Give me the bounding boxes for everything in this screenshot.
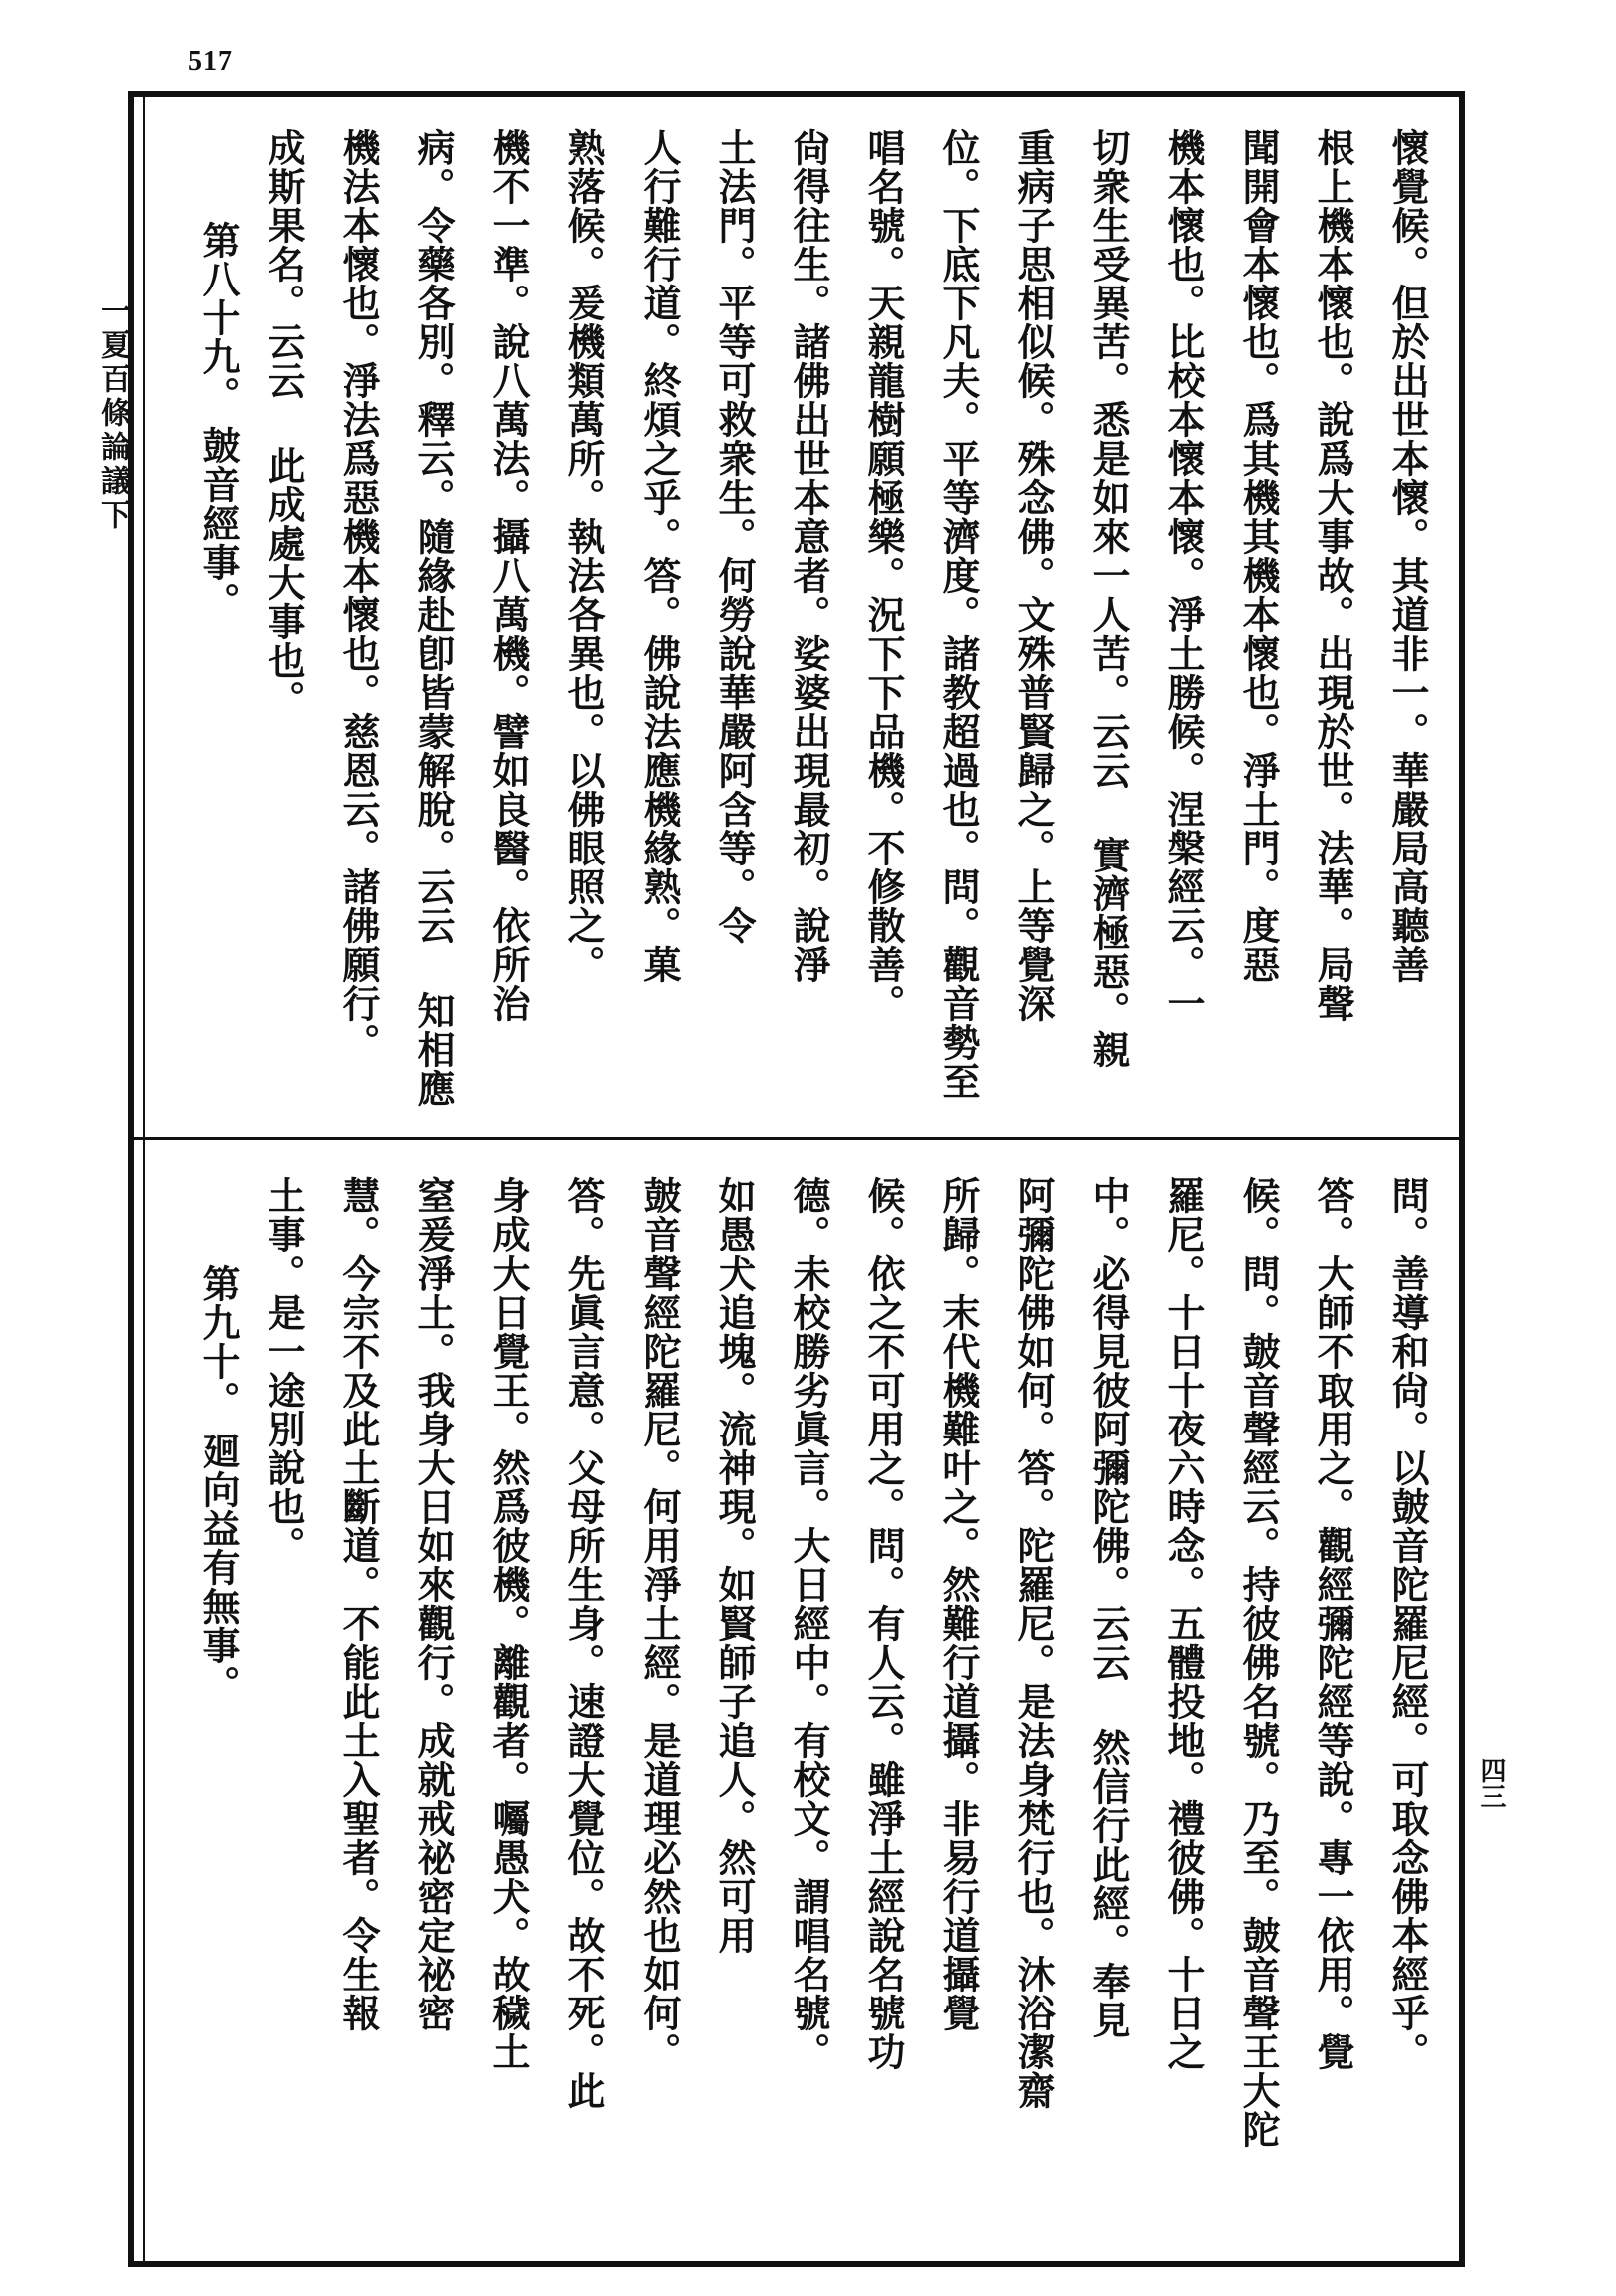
lower-text-column: 土事。是一途別說也。 [262, 1176, 306, 1565]
lower-text-column: 候。依之不可用之。問。有人云。雖淨土經說名號功 [861, 1176, 906, 2071]
upper-text-column: 唱名號。天親龍樹願極樂。況下下品機。不修散善。 [861, 128, 906, 1023]
upper-text-column: 土法門。平等可救衆生。何勞說華嚴阿含等。令 [712, 128, 757, 945]
lower-text-column: 所歸。末代機難叶之。然難行道攝。非易行道攝覺 [936, 1176, 981, 2032]
upper-text-column: 成斯果名。云云 此成處大事也。 [262, 128, 306, 719]
upper-text-column: 重病子思相似候。殊念佛。文殊普賢歸之。上等覺深 [1011, 128, 1056, 1023]
lower-text-column: 慧。今宗不及此土斷道。不能此土入聖者。令生報 [336, 1176, 381, 2032]
upper-text-column: 位。下底下凡夫。平等濟度。諸教超過也。問。觀音勢至 [936, 128, 981, 1101]
lower-text-column: 問。善導和尙。以皷音陀羅尼經。可取念佛本經乎。 [1385, 1176, 1430, 2071]
lower-text-column: 身成大日覺王。然爲彼機。離觀者。囑愚犬。故穢土 [486, 1176, 531, 2071]
lower-text-column: 皷音聲經陀羅尼。何用淨土經。是道理必然也如何。 [637, 1176, 682, 2071]
page-number: 517 [188, 46, 233, 77]
lower-text-column: 如愚犬追塊。流神現。如賢師子追人。然可用 [712, 1176, 757, 1955]
lower-text-column: 候。問。皷音聲經云。持彼佛名號。乃至。皷音聲王大陀 [1236, 1176, 1281, 2149]
upper-text-column: 尙得往生。諸佛出世本意者。娑婆出現最初。說淨 [787, 128, 831, 984]
lower-text-column: 德。未校勝劣眞言。大日經中。有校文。謂唱名號。 [787, 1176, 831, 2071]
upper-text-column: 熟落候。爰機類萬所。執法各異也。以佛眼照之。 [561, 128, 606, 984]
upper-text-column: 切衆生受異苦。悉是如來一人苦。云云 實濟極惡。親 [1086, 128, 1131, 1069]
section-heading-title: 廻向益有無事。 [196, 1432, 241, 1704]
upper-text-column: 懷覺候。但於出世本懷。其道非一。華嚴局高聽善 [1385, 128, 1430, 984]
folio-number: 四三 [1476, 1757, 1506, 1809]
upper-text-column: 人行難行道。終煩之乎。答。佛說法應機緣熟。菓 [637, 128, 682, 984]
section-heading-number: 第九十。 [196, 1264, 241, 1420]
lower-text-column: 答。先眞言意。父母所生身。速證大覺位。故不死。此 [561, 1176, 606, 2110]
lower-text-column: 中。必得見彼阿彌陀佛。云云 然信行此經。奉見 [1086, 1176, 1131, 2039]
lower-text-column: 答。大師不取用之。觀經彌陀經等說。專一依用。覺 [1311, 1176, 1355, 2071]
section-heading-number: 第八十九。 [196, 221, 241, 415]
upper-text-column: 機不一準。說八萬法。攝八萬機。譬如良醫。依所治 [486, 128, 531, 1023]
frame-inner-rule [143, 97, 145, 2261]
upper-text-column: 根上機本懷也。說爲大事故。出現於世。法華。局聲 [1311, 128, 1355, 1023]
section-heading-title: 皷音經事。 [196, 426, 241, 621]
margin-book-title: 一夏百條論議下 [95, 295, 130, 533]
section-divider [134, 1137, 1459, 1140]
lower-text-column: 羅尼。十日十夜六時念。五體投地。禮彼佛。十日之 [1161, 1176, 1206, 2071]
upper-text-column: 機法本懷也。淨法爲惡機本懷也。慈恩云。諸佛願行。 [336, 128, 381, 1062]
lower-text-column: 阿彌陀佛如何。答。陀羅尼。是法身梵行也。沐浴潔齋 [1011, 1176, 1056, 2110]
upper-text-column: 聞開會本懷也。爲其機其機本懷也。淨土門。度惡 [1236, 128, 1281, 984]
upper-text-column: 病。令藥各別。釋云。隨緣赴卽皆蒙解脫。云云 知相應 [411, 128, 456, 1108]
lower-text-column: 窒爰淨土。我身大日如來觀行。成就戒祕密定祕密 [411, 1176, 456, 2032]
upper-text-column: 機本懷也。比校本懷本懷。淨土勝候。涅槃經云。一 [1161, 128, 1206, 1023]
